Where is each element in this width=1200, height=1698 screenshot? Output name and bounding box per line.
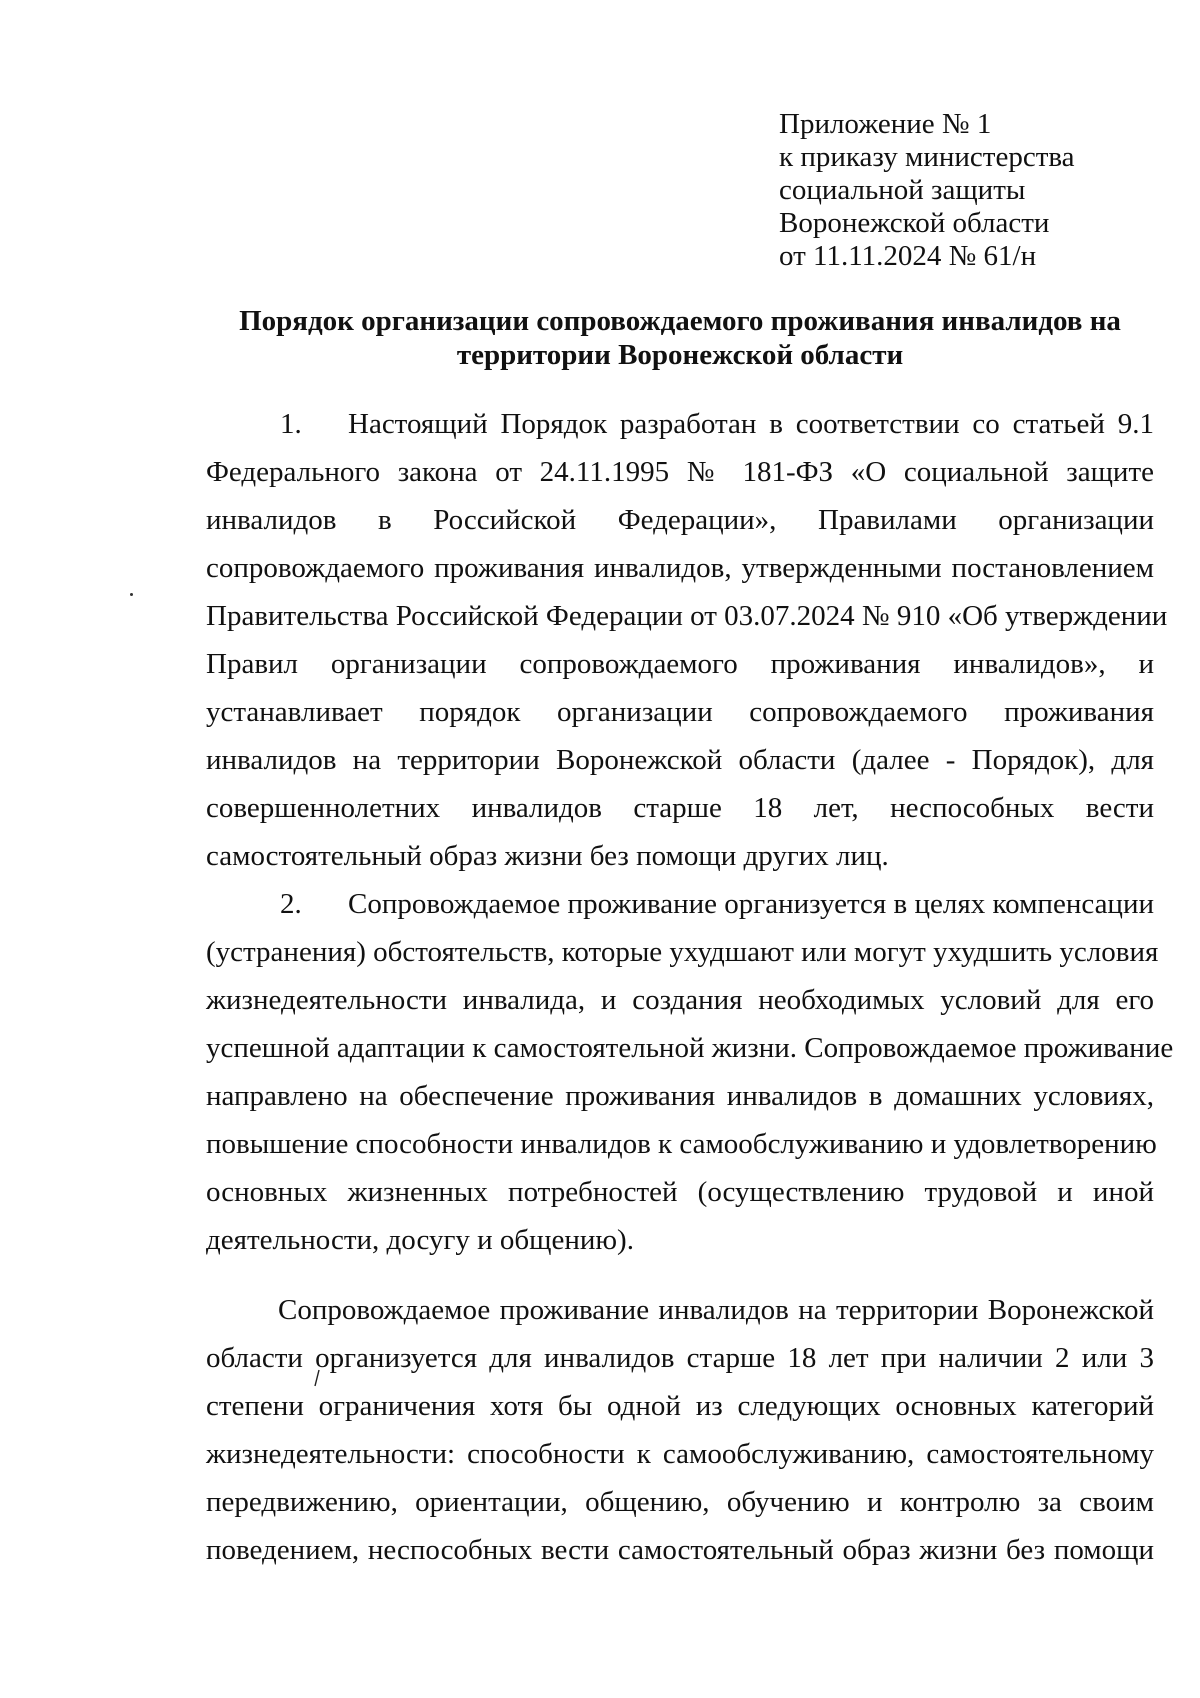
- paragraph-3-line: поведением, неспособных вести самостоятельный образ жизни без помощи: [206, 1534, 1154, 1566]
- paragraph-1-line: инвалидов в Российской Федерации», Правилами организации: [206, 504, 1154, 536]
- paragraph-2-line: деятельности, досугу и общению).: [206, 1224, 634, 1256]
- paragraph-gap: [206, 1264, 1154, 1286]
- appendix-header: [779, 108, 1075, 273]
- line-text: Настоящий Порядок разработан в соответствии со статьей 9.1: [348, 408, 1154, 440]
- paragraph-number: 1.: [280, 408, 302, 440]
- paragraph-number: 2.: [280, 888, 302, 920]
- paragraph-3-line: Сопровождаемое проживание инвалидов на территории Воронежской: [278, 1294, 1154, 1326]
- line-text: Сопровождаемое проживание организуется в целях компенсации: [348, 888, 1154, 920]
- paragraph-1-line: Правительства Российской Федерации от 03.07.2024 № 910 «Об утверждении: [206, 600, 1168, 632]
- appendix-line: к приказу министерства: [779, 141, 1075, 173]
- title-line: территории Воронежской области: [456, 339, 904, 371]
- pen-mark: [314, 1369, 320, 1387]
- title-line: Порядок организации сопровождаемого проживания инвалидов на: [239, 305, 1121, 337]
- paragraph-1-line: Федерального закона от 24.11.1995 № 181-ФЗ «О социальной защите: [206, 456, 1154, 488]
- paragraph-3-line: степени ограничения хотя бы одной из следующих основных категорий: [206, 1390, 1154, 1422]
- appendix-line: Воронежской области: [779, 207, 1050, 239]
- paragraph-2-line: [206, 880, 1154, 928]
- paragraph-2-line: (устранения) обстоятельств, которые ухудшают или могут ухудшить условия: [206, 936, 1159, 968]
- appendix-line: Приложение № 1: [779, 108, 992, 140]
- paragraph-2-line: направлено на обеспечение проживания инвалидов в домашних условиях,: [206, 1080, 1154, 1112]
- paragraph-1-line: самостоятельный образ жизни без помощи других лиц.: [206, 840, 889, 872]
- paragraph-1-line: сопровождаемого проживания инвалидов, утвержденными постановлением: [206, 552, 1154, 584]
- paragraph-2-line: повышение способности инвалидов к самообслуживанию и удовлетворению: [206, 1128, 1157, 1160]
- paragraph-1-line: устанавливает порядок организации сопровождаемого проживания: [206, 696, 1154, 728]
- document-title: [206, 304, 1154, 372]
- paragraph-2-line: успешной адаптации к самостоятельной жизни. Сопровождаемое проживание: [206, 1032, 1174, 1064]
- appendix-line: социальной защиты: [779, 174, 1026, 206]
- document-body: [206, 400, 1174, 1574]
- paragraph-3-line: передвижению, ориентации, общению, обучению и контролю за своим: [206, 1486, 1154, 1518]
- paragraph-1-line: Правил организации сопровождаемого проживания инвалидов», и: [206, 648, 1154, 680]
- paragraph-2-line: основных жизненных потребностей (осуществлению трудовой и иной: [206, 1176, 1154, 1208]
- paragraph-3-line: жизнедеятельности: способности к самообслуживанию, самостоятельному: [206, 1438, 1154, 1470]
- paragraph-2-line: жизнедеятельности инвалида, и создания необходимых условий для его: [206, 984, 1154, 1016]
- appendix-line: от 11.11.2024 № 61/н: [779, 240, 1037, 272]
- scan-speck: [130, 593, 133, 596]
- paragraph-1-line: совершеннолетних инвалидов старше 18 лет, неспособных вести: [206, 792, 1154, 824]
- paragraph-1-line: инвалидов на территории Воронежской области (далее - Порядок), для: [206, 744, 1154, 776]
- paragraph-1-line: [206, 400, 1154, 448]
- paragraph-3-line: области организуется для инвалидов старше 18 лет при наличии 2 или 3: [206, 1342, 1154, 1374]
